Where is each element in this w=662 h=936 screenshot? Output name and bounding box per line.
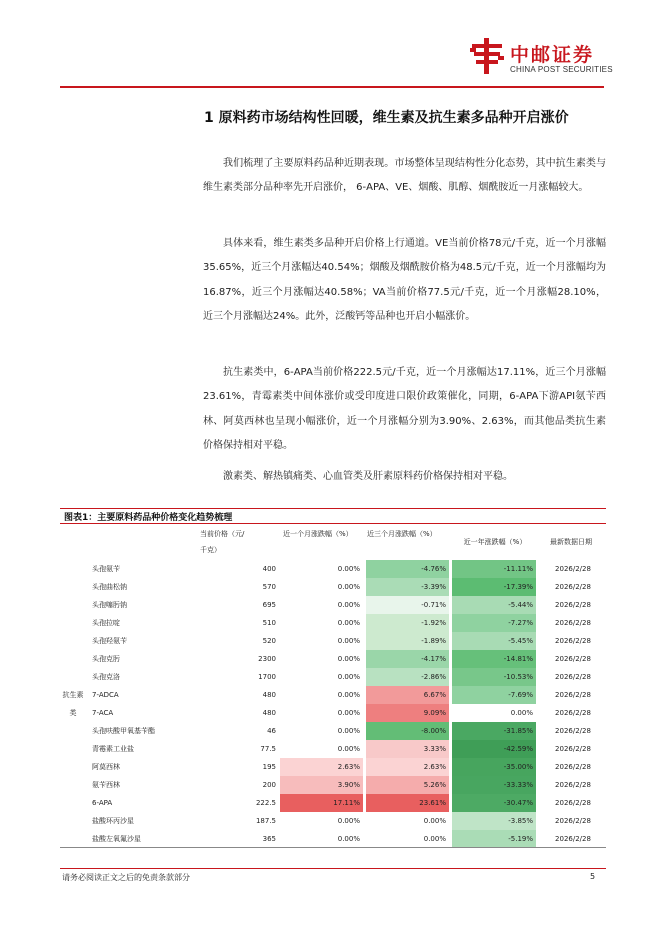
- one-year-change-cell: -30.47%: [452, 794, 536, 812]
- date-cell: 2026/2/28: [555, 691, 591, 699]
- drug-name-cell: 青霉素工业盐: [92, 745, 134, 753]
- header-divider: [60, 86, 604, 88]
- price-cell: 570: [262, 583, 276, 591]
- header-one-month-change: 近一个月涨跌幅（%）: [283, 530, 353, 538]
- one-year-change-cell: -5.45%: [452, 632, 536, 650]
- table-row: [60, 740, 606, 758]
- three-month-change-cell: -1.92%: [366, 614, 449, 632]
- price-table: [60, 560, 606, 848]
- price-cell: 480: [262, 709, 276, 717]
- three-month-change-cell: 2.63%: [366, 758, 449, 776]
- drug-name-cell: 7-ACA: [92, 709, 114, 717]
- date-cell: 2026/2/28: [555, 655, 591, 663]
- table-row: [60, 830, 606, 848]
- footer-disclaimer: 请务必阅读正文之后的免责条款部分: [62, 873, 190, 882]
- page-number: 5: [590, 872, 596, 881]
- one-month-change-cell: 0.00%: [280, 614, 363, 632]
- drug-name-cell: 头孢克洛: [92, 673, 120, 681]
- price-cell: 695: [262, 601, 276, 609]
- footer-divider: [60, 868, 606, 869]
- price-cell: 520: [262, 637, 276, 645]
- china-post-logo-icon: [470, 38, 504, 74]
- table-row: [60, 704, 606, 722]
- three-month-change-cell: 23.61%: [366, 794, 449, 812]
- table-row: [60, 632, 606, 650]
- price-cell: 77.5: [260, 745, 276, 753]
- paragraph-4: 激素类、解热镇痛类、心血管类及肝素原料药价格保持相对平稳。: [223, 471, 513, 482]
- date-cell: 2026/2/28: [555, 709, 591, 717]
- three-month-change-cell: -2.86%: [366, 668, 449, 686]
- paragraph-2: 具体来看，维生素类多品种开启价格上行通道。VE当前价格78元/千克，近一个月涨幅35.65%，近三个月涨幅达40.54%；烟酸及烟酰胺价格为48.5元/千克，近一个月涨幅均为16.87%，近三个月涨幅达40.58%；VA当前价格77.5元/千克，近一个月涨幅28.10%，近三个月涨幅达24%。此外，泛酸钙等品种也开启小幅涨价。: [203, 238, 606, 323]
- price-cell: 200: [262, 781, 276, 789]
- table-row: [60, 596, 606, 614]
- one-month-change-cell: 0.00%: [280, 722, 363, 740]
- date-cell: 2026/2/28: [555, 583, 591, 591]
- header-one-year-change: 近一年涨跌幅（%）: [463, 538, 527, 546]
- drug-name-cell: 盐酸左氧氟沙星: [92, 835, 141, 843]
- three-month-change-cell: -4.76%: [366, 560, 449, 578]
- paragraph-1: 我们梳理了主要原料药品种近期表现。市场整体呈现结构性分化态势，其中抗生素类与维生素类部分品种率先开启涨价， 6-APA、VE、烟酸、肌醇、烟酰胺近一月涨幅较大。: [203, 158, 606, 194]
- date-cell: 2026/2/28: [555, 727, 591, 735]
- price-cell: 400: [262, 565, 276, 573]
- date-cell: 2026/2/28: [555, 601, 591, 609]
- one-year-change-cell: -3.85%: [452, 812, 536, 830]
- category-label: 抗生素类: [62, 691, 84, 717]
- price-cell: 365: [262, 835, 276, 843]
- price-cell: 1700: [258, 673, 276, 681]
- one-year-change-cell: -35.00%: [452, 758, 536, 776]
- three-month-change-cell: -3.39%: [366, 578, 449, 596]
- table-row: [60, 686, 606, 704]
- company-logo: [470, 38, 620, 78]
- date-cell: 2026/2/28: [555, 565, 591, 573]
- three-month-change-cell: 0.00%: [366, 830, 449, 848]
- three-month-change-cell: 3.33%: [366, 740, 449, 758]
- three-month-change-cell: -4.17%: [366, 650, 449, 668]
- one-month-change-cell: 0.00%: [280, 632, 363, 650]
- logo-text-en: CHINA POST SECURITIES: [510, 65, 613, 74]
- one-year-change-cell: -14.81%: [452, 650, 536, 668]
- figure-title-rule: [60, 523, 606, 524]
- date-cell: 2026/2/28: [555, 835, 591, 843]
- one-year-change-cell: 0.00%: [452, 704, 536, 722]
- paragraph-3: 抗生素类中，6-APA当前价格222.5元/千克，近一个月涨幅达17.11%，近三个月涨幅23.61%，青霉素类中间体涨价或受印度进口限价政策催化，同期，6-APA下游API氨苄西林、阿莫西林也呈现小幅涨价，近一个月涨幅分别为3.90%、2.63%，而其他品类抗生素价格保持相对平稳。: [203, 367, 606, 452]
- drug-name-cell: 氨苄西林: [92, 781, 120, 789]
- figure-title: 图表1：主要原料药品种价格变化趋势梳理: [64, 513, 233, 523]
- one-year-change-cell: -5.44%: [452, 596, 536, 614]
- one-month-change-cell: 0.00%: [280, 650, 363, 668]
- price-cell: 222.5: [255, 799, 276, 807]
- table-row: [60, 758, 606, 776]
- table-row: [60, 668, 606, 686]
- table-row: [60, 650, 606, 668]
- drug-name-cell: 头孢曲松钠: [92, 583, 127, 591]
- drug-name-cell: 盐酸环丙沙星: [92, 817, 134, 825]
- one-month-change-cell: 0.00%: [280, 578, 363, 596]
- price-cell: 480: [262, 691, 276, 699]
- table-row: [60, 722, 606, 740]
- date-cell: 2026/2/28: [555, 673, 591, 681]
- one-month-change-cell: 0.00%: [280, 560, 363, 578]
- one-month-change-cell: 0.00%: [280, 812, 363, 830]
- three-month-change-cell: 6.67%: [366, 686, 449, 704]
- drug-name-cell: 头孢呋酸甲氧基苄酯: [92, 727, 155, 735]
- drug-name-cell: 头孢羟氨苄: [92, 637, 127, 645]
- drug-name-cell: 阿莫西林: [92, 763, 120, 771]
- drug-name-cell: 6-APA: [92, 799, 113, 807]
- one-year-change-cell: -33.33%: [452, 776, 536, 794]
- one-month-change-cell: 0.00%: [280, 686, 363, 704]
- table-row: [60, 578, 606, 596]
- header-current-price: 当前价格（元/千克）: [200, 530, 245, 554]
- one-year-change-cell: -10.53%: [452, 668, 536, 686]
- logo-text-cn: 中邮证券: [510, 44, 595, 66]
- price-cell: 46: [267, 727, 276, 735]
- table-row: [60, 614, 606, 632]
- date-cell: 2026/2/28: [555, 799, 591, 807]
- price-cell: 195: [262, 763, 276, 771]
- figure-top-rule: [60, 508, 606, 509]
- three-month-change-cell: -8.00%: [366, 722, 449, 740]
- one-month-change-cell: 0.00%: [280, 830, 363, 848]
- one-month-change-cell: 0.00%: [280, 704, 363, 722]
- three-month-change-cell: 0.00%: [366, 812, 449, 830]
- one-month-change-cell: 17.11%: [280, 794, 363, 812]
- one-year-change-cell: -7.27%: [452, 614, 536, 632]
- one-month-change-cell: 2.63%: [280, 758, 363, 776]
- three-month-change-cell: -0.71%: [366, 596, 449, 614]
- date-cell: 2026/2/28: [555, 781, 591, 789]
- three-month-change-cell: 5.26%: [366, 776, 449, 794]
- price-cell: 510: [262, 619, 276, 627]
- price-cell: 187.5: [255, 817, 276, 825]
- table-row: [60, 812, 606, 830]
- one-year-change-cell: -5.19%: [452, 830, 536, 848]
- one-month-change-cell: 3.90%: [280, 776, 363, 794]
- three-month-change-cell: -1.89%: [366, 632, 449, 650]
- one-year-change-cell: -11.11%: [452, 560, 536, 578]
- table-row: [60, 776, 606, 794]
- three-month-change-cell: 9.09%: [366, 704, 449, 722]
- date-cell: 2026/2/28: [555, 763, 591, 771]
- one-month-change-cell: 0.00%: [280, 596, 363, 614]
- one-year-change-cell: -7.69%: [452, 686, 536, 704]
- date-cell: 2026/2/28: [555, 745, 591, 753]
- drug-name-cell: 头孢拉啶: [92, 619, 120, 627]
- one-year-change-cell: -17.39%: [452, 578, 536, 596]
- one-year-change-cell: -31.85%: [452, 722, 536, 740]
- table-row: [60, 794, 606, 812]
- drug-name-cell: 头孢氨苄: [92, 565, 120, 573]
- one-year-change-cell: -42.59%: [452, 740, 536, 758]
- one-month-change-cell: 0.00%: [280, 740, 363, 758]
- one-month-change-cell: 0.00%: [280, 668, 363, 686]
- table-bottom-rule: [60, 847, 606, 848]
- date-cell: 2026/2/28: [555, 619, 591, 627]
- table-row: [60, 560, 606, 578]
- price-cell: 2300: [258, 655, 276, 663]
- header-latest-date: 最新数据日期: [550, 538, 592, 546]
- drug-name-cell: 头孢噻肟钠: [92, 601, 127, 609]
- date-cell: 2026/2/28: [555, 637, 591, 645]
- date-cell: 2026/2/28: [555, 817, 591, 825]
- section-title: 1 原料药市场结构性回暖，维生素及抗生素多品种开启涨价: [204, 110, 569, 126]
- drug-name-cell: 头孢克肟: [92, 655, 120, 663]
- header-three-month-change: 近三个月涨跌幅（%）: [367, 530, 437, 538]
- drug-name-cell: 7-ADCA: [92, 691, 119, 699]
